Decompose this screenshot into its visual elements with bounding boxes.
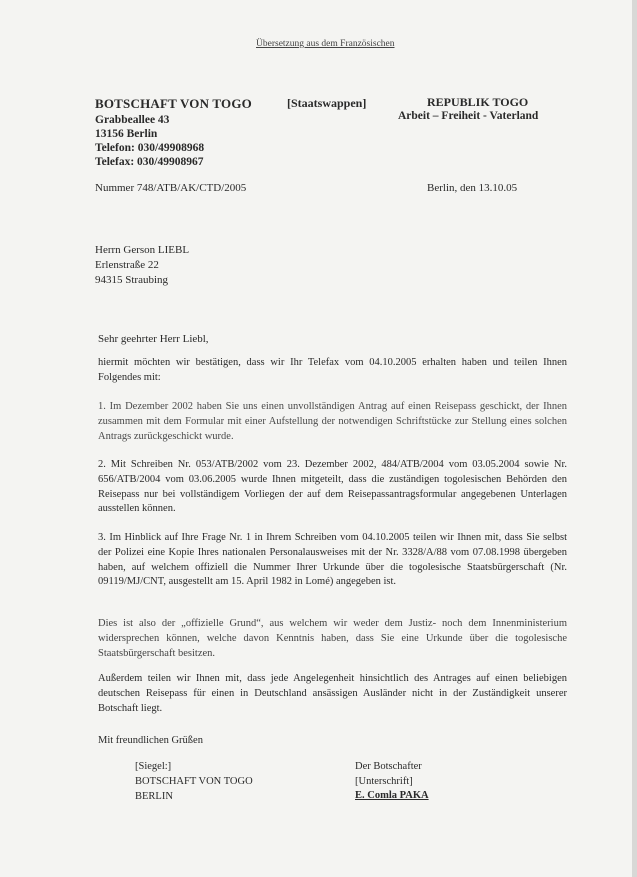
signature-placeholder: [Unterschrift]: [355, 776, 413, 787]
salutation: Sehr geehrter Herr Liebl,: [98, 333, 209, 345]
signer-name: E. Comla PAKA: [355, 790, 429, 801]
national-motto: Arbeit – Freiheit - Vaterland: [398, 110, 539, 122]
recipient-name: Herrn Gerson LIEBL: [95, 244, 190, 256]
recipient-city: 94315 Straubing: [95, 274, 169, 286]
address-city: 13156 Berlin: [95, 128, 158, 140]
reference-number: Nummer 748/ATB/AK/CTD/2005: [95, 182, 247, 194]
paragraph-intro: hiermit möchten wir bestätigen, dass wir Ihr Telefax vom 04.10.2005 erhalten haben und teilen Ihnen Folgendes mit:: [98, 357, 567, 383]
paragraph-point-1: 1. Im Dezember 2002 haben Sie uns einen unvollständigen Antrag auf einen Reisepass geschickt, der Ihnen zusammen mit dem Formular mit einer Aufstellung der notwendigen Schriftstücke zur Stellung eines solchen Antrags zurückgeschickt wurde.: [98, 401, 567, 442]
paragraph-jurisdiction: Außerdem teilen wir Ihnen mit, dass jede Angelegenheit hinsichtlich des Antrages auf einen beliebigen deutschen Reisepass für einen in Deutschland ansässigen Ausländer nicht in der Zuständigkeit unserer Botschaft liegt.: [98, 673, 567, 714]
paragraph-official-reason: Dies ist also der „offizielle Grund“, aus welchem wir weder dem Justiz- noch dem Innenministerium widersprechen können, welche davon Kenntnis haben, dass Sie eine Urkunde über die togolesische Staatsbürgerschaft besitzen.: [98, 618, 567, 659]
address-street: Grabbeallee 43: [95, 114, 170, 126]
recipient-street: Erlenstraße 22: [95, 259, 159, 271]
address-fax: Telefax: 030/49908967: [95, 156, 204, 168]
embassy-name: BOTSCHAFT VON TOGO: [95, 96, 252, 111]
seal-city: BERLIN: [135, 791, 173, 802]
city-date: Berlin, den 13.10.05: [427, 182, 518, 194]
scan-edge: [632, 0, 637, 877]
paragraph-point-2: 2. Mit Schreiben Nr. 053/ATB/2002 vom 23. Dezember 2002, 484/ATB/2004 vom 03.05.2004 sowie Nr. 656/ATB/2004 vom 03.06.2005 wurde Ihnen mitgeteilt, dass die zuständigen togolesischen Behörden den Reisepass nur bei vollständigem Vorliegen der auf dem Reisepassantragsformular angegebenen Unterlagen ausstellen können.: [98, 459, 567, 515]
seal-embassy: BOTSCHAFT VON TOGO: [135, 776, 253, 787]
closing: Mit freundlichen Grüßen: [98, 735, 203, 746]
address-phone: Telefon: 030/49908968: [95, 142, 205, 154]
paragraph-point-3: 3. Im Hinblick auf Ihre Frage Nr. 1 in Ihrem Schreiben vom 04.10.2005 teilen wir Ihnen mit, dass Sie selbst der Polizei eine Kopie Ihres nationalen Personalausweises mit der Nr. 3328/A/88 vom 07.08.1998 übergeben haben, auf welchem offiziell die Nummer Ihrer Urkunde über die togolesische Staatsbürgerschaft (Nr. 09119/MJ/CNT, ausgestellt am 15. April 1982 in Lomé) angegeben ist.: [98, 532, 567, 588]
seal-label: [Siegel:]: [135, 761, 172, 772]
signer-title: Der Botschafter: [355, 761, 422, 772]
translation-note: Übersetzung aus dem Französischen: [256, 39, 395, 49]
coat-of-arms-placeholder: [Staatswappen]: [287, 96, 367, 110]
republic-name: REPUBLIK TOGO: [427, 95, 529, 109]
